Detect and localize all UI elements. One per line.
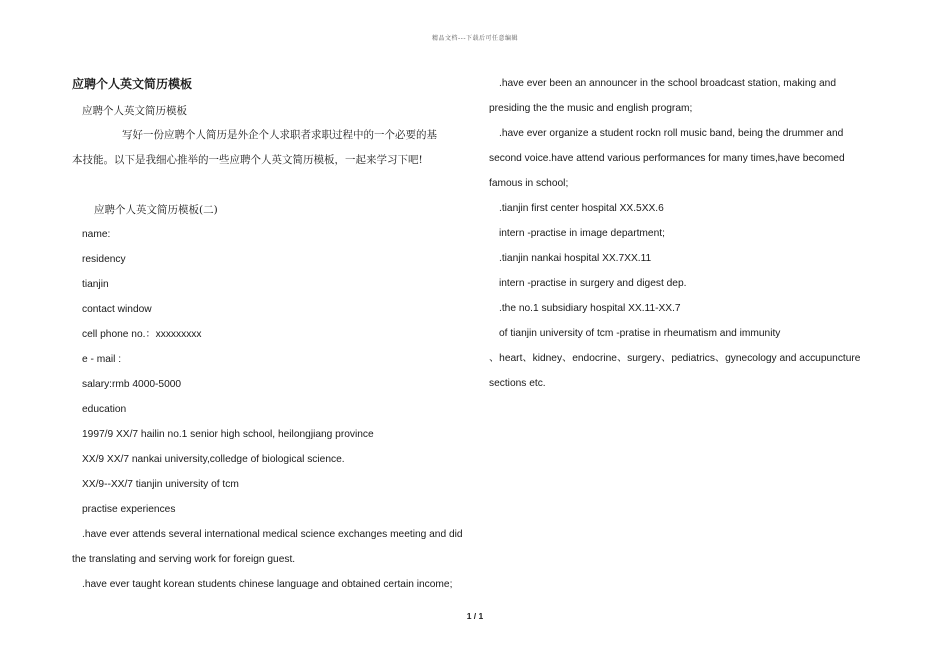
resume-line: second voice.have attend various performances for many times,have becomed <box>489 153 845 164</box>
resume-line: the translating and serving work for foreign guest. <box>72 554 296 565</box>
resume-line: intern -practise in surgery and digest dep. <box>499 278 687 289</box>
intro-paragraph-line: 本技能。以下是我细心推举的一些应聘个人英文简历模板，一起来学习下吧! <box>72 154 423 166</box>
document-subtitle: 应聘个人英文简历模板 <box>82 105 187 117</box>
resume-line: of tianjin university of tcm -pratise in rheumatism and immunity <box>499 328 781 339</box>
section-heading: 应聘个人英文简历模板(二) <box>94 204 218 216</box>
resume-line: contact window <box>82 304 152 315</box>
resume-line: e - mail : <box>82 354 122 365</box>
resume-line: residency <box>82 254 126 265</box>
intro-paragraph-line: 写好一份应聘个人简历是外企个人求职者求职过程中的一个必要的基 <box>122 129 437 141</box>
resume-line: presiding the the music and english program; <box>489 103 693 114</box>
resume-line: famous in school; <box>489 178 569 189</box>
resume-line: 1997/9 XX/7 hailin no.1 senior high school, heilongjiang province <box>82 429 374 440</box>
resume-line: .tianjin nankai hospital XX.7XX.11 <box>499 253 652 264</box>
resume-line: salary:rmb 4000-5000 <box>82 379 182 390</box>
resume-line: .have ever attends several international medical science exchanges meeting and did <box>82 529 463 540</box>
resume-line: education <box>82 404 127 415</box>
resume-line: .have ever been an announcer in the school broadcast station, making and <box>499 78 836 89</box>
resume-line: XX/9 XX/7 nankai university,colledge of biological science. <box>82 454 345 465</box>
resume-line: cell phone no.：xxxxxxxxx <box>82 329 202 340</box>
resume-line: .have ever organize a student rockn roll music band, being the drummer and <box>499 128 844 139</box>
resume-line: XX/9--XX/7 tianjin university of tcm <box>82 479 239 490</box>
resume-line: tianjin <box>82 279 109 290</box>
resume-line: practise experiences <box>82 504 176 515</box>
page-number: 1 / 1 <box>466 611 484 621</box>
resume-line: sections etc. <box>489 378 546 389</box>
document-title: 应聘个人英文简历模板 <box>72 77 193 91</box>
resume-line: .tianjin first center hospital XX.5XX.6 <box>499 203 664 214</box>
resume-line: 、heart、kidney、endocrine、surgery、pediatrics、gynecology and accupuncture <box>489 353 861 364</box>
resume-line: name: <box>82 229 111 240</box>
resume-line: .the no.1 subsidiary hospital XX.11-XX.7 <box>499 303 681 314</box>
resume-line: .have ever taught korean students chinese language and obtained certain income; <box>82 579 453 590</box>
resume-line: intern -practise in image department; <box>499 228 665 239</box>
page-header: 精品文档---下载后可任意编辑 <box>432 35 518 42</box>
